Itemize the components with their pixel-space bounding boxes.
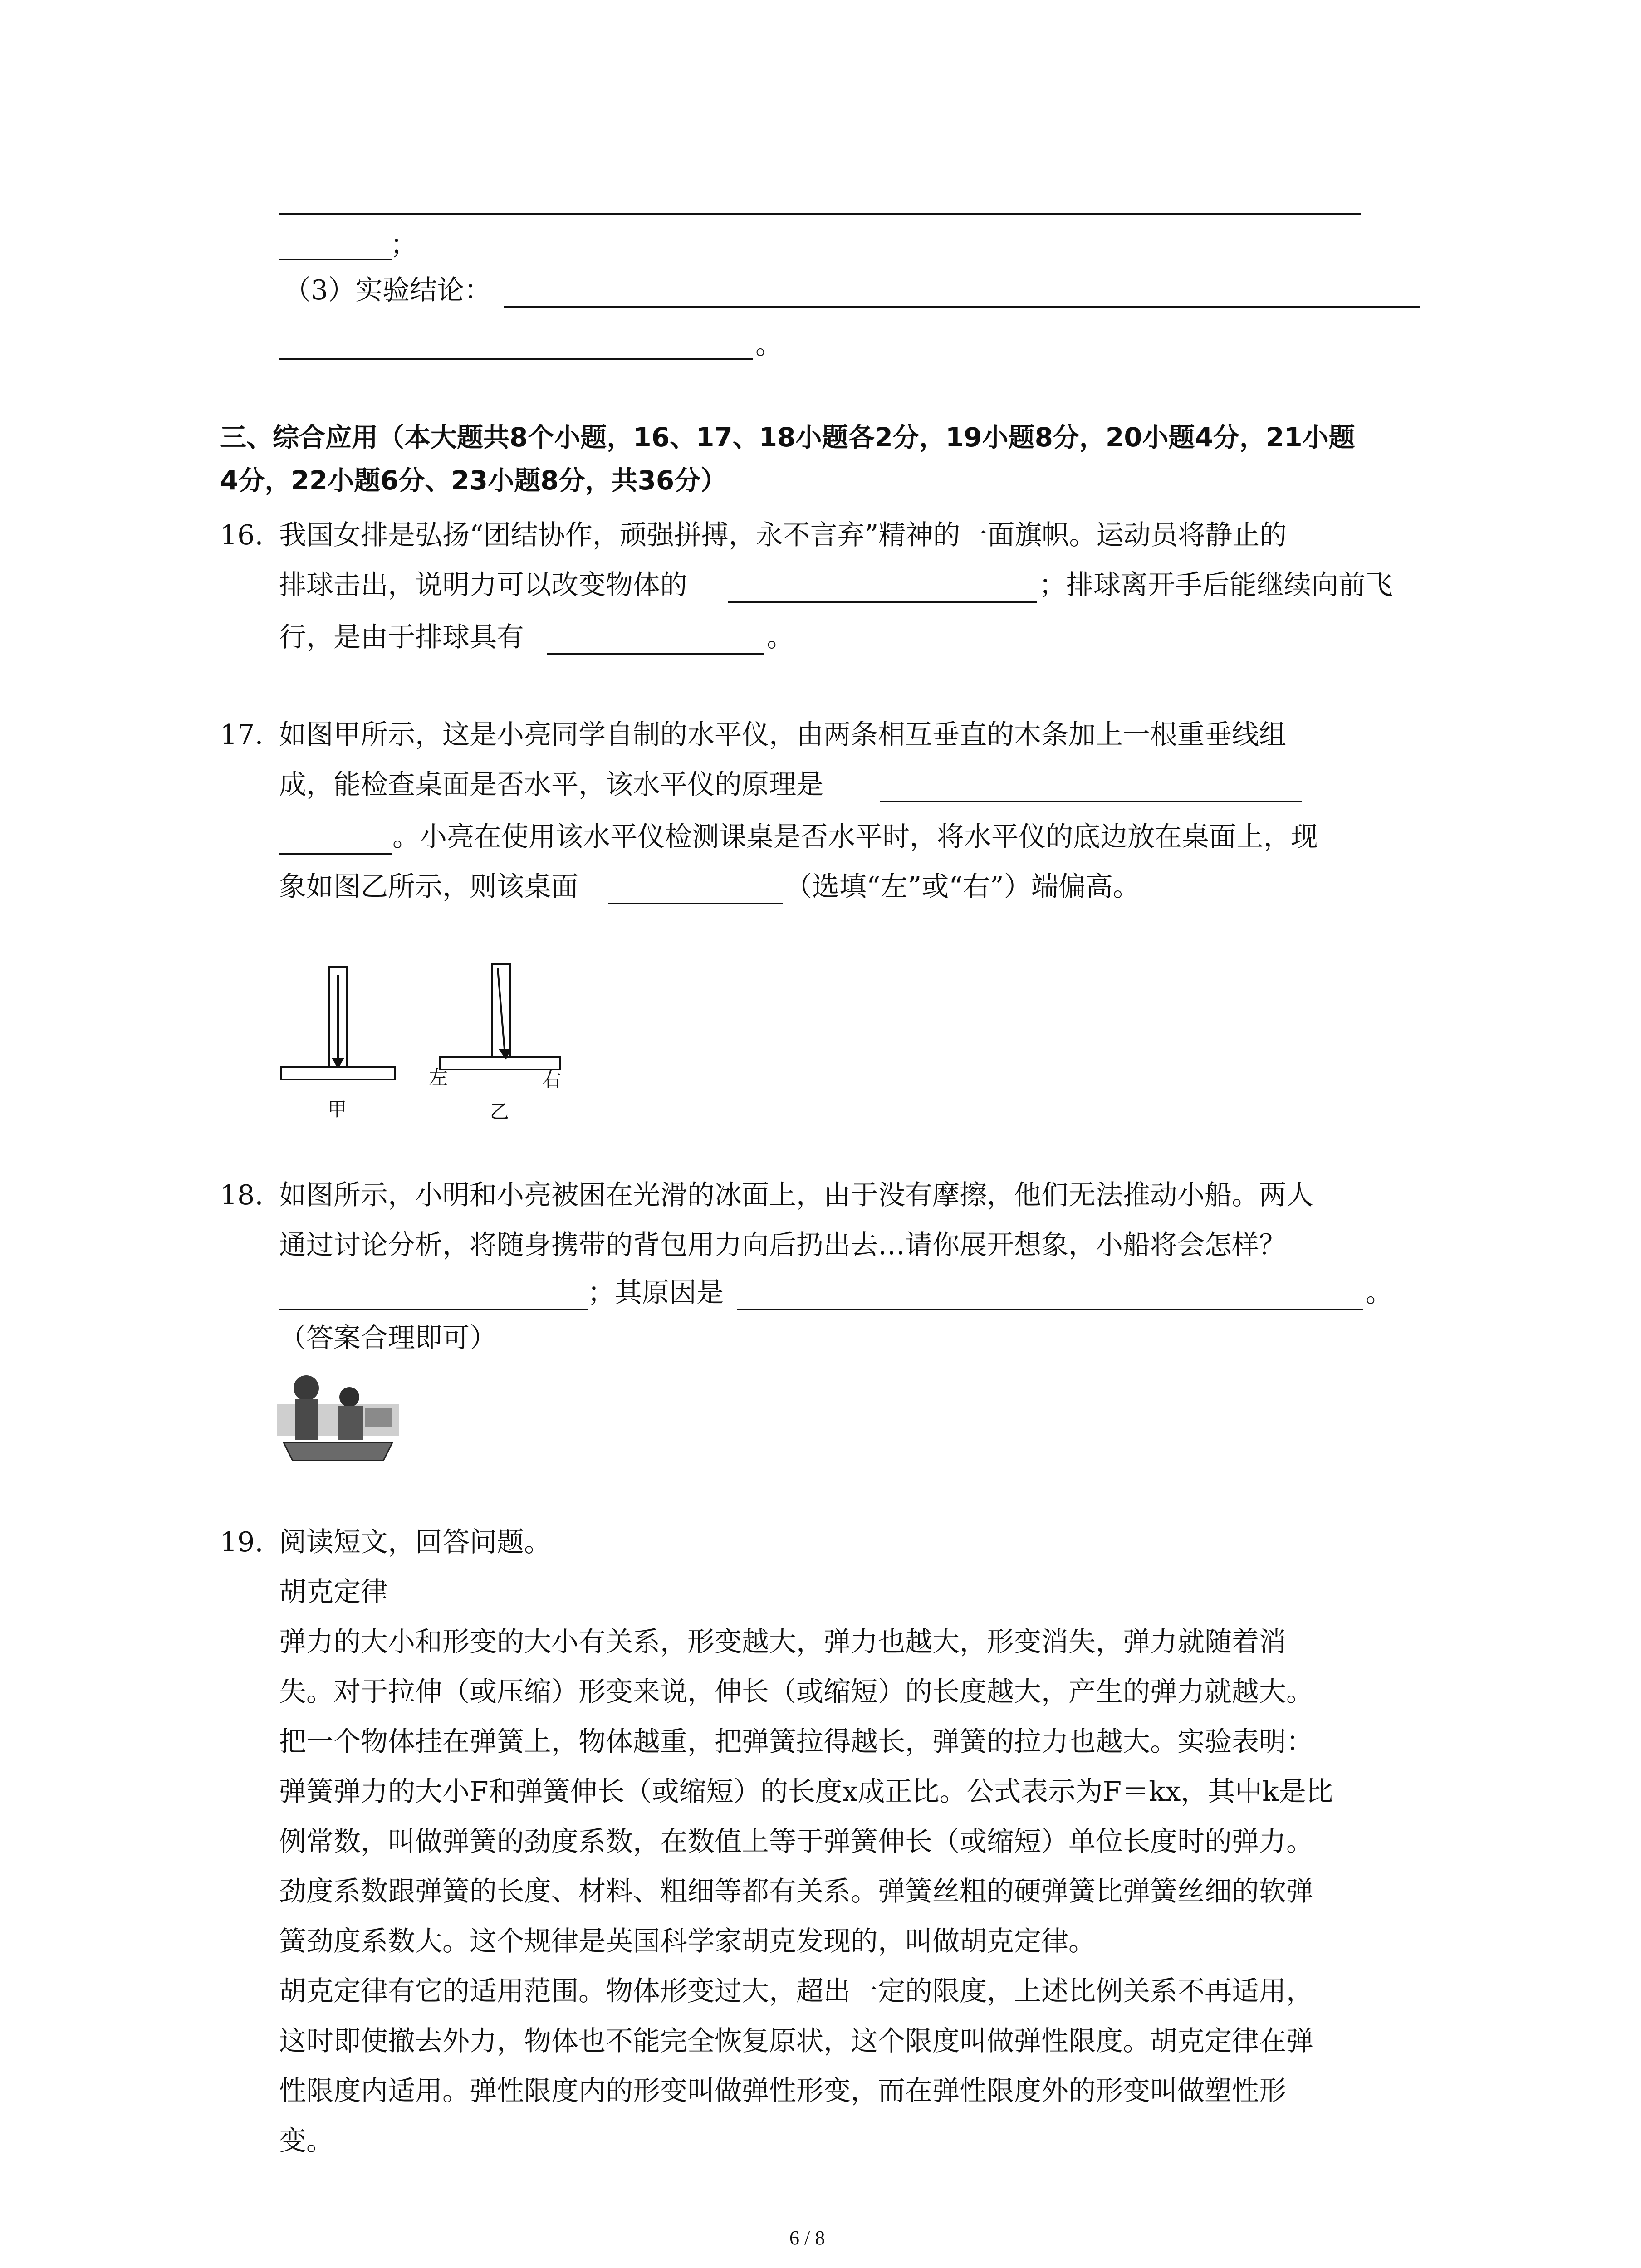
answer-line-top[interactable]	[279, 213, 1361, 215]
q16-blank-2[interactable]	[547, 653, 764, 655]
q17-blank-2[interactable]	[608, 903, 783, 904]
q16-text-2b: ；排球离开手后能继续向前飞	[1039, 569, 1393, 601]
q18-blank-2[interactable]	[737, 1309, 1363, 1310]
q19-number: 19.	[220, 1526, 264, 1558]
q15-3-label: （3）实验结论：	[284, 274, 492, 306]
section-heading-2: 4分，22小题6分、23小题8分，共36分）	[220, 465, 727, 496]
q16-text-1: 我国女排是弘扬“团结协作，顽强拼搏，永不言弃”精神的一面旗帜。运动员将静止的	[279, 519, 1287, 551]
q19-text-1: 阅读短文，回答问题。	[279, 1526, 551, 1558]
page-number: 6 / 8	[789, 2227, 825, 2249]
blank-semicolon: ；	[390, 229, 417, 261]
level-jia	[281, 967, 395, 1080]
q19-passage-line: 弹簧弹力的大小F和弹簧伸长（或缩短）的长度x成正比。公式表示为F＝kx，其中k是比	[279, 1776, 1333, 1808]
q19-passage-line: 这时即使撤去外力，物体也不能完全恢复原状，这个限度叫做弹性限度。胡克定律在弹	[279, 2025, 1313, 2057]
q18-text-1: 如图所示，小明和小亮被困在光滑的冰面上，由于没有摩擦，他们无法推动小船。两人	[279, 1179, 1313, 1211]
answer-line-conclusion[interactable]	[504, 306, 1420, 308]
q17-blank-1b[interactable]	[279, 853, 392, 855]
boat-illustration	[274, 1363, 402, 1470]
q17-text-2a: 成，能检查桌面是否水平，该水平仪的原理是	[279, 769, 823, 801]
fig-label-right: 右	[542, 1069, 562, 1091]
answer-line-conclusion-2[interactable]	[279, 358, 753, 360]
q17-text-4a: 象如图乙所示，则该桌面	[279, 871, 578, 903]
q18-text-3c: 。	[1366, 1277, 1393, 1309]
q15-3-end: 。	[755, 329, 783, 361]
q18-number: 18.	[220, 1179, 264, 1211]
q18-text-2: 通过讨论分析，将随身携带的背包用力向后扔出去…请你展开想象，小船将会怎样？	[279, 1229, 1286, 1261]
q19-passage-line: 劲度系数跟弹簧的长度、材料、粗细等都有关系。弹簧丝粗的硬弹簧比弹簧丝细的软弹	[279, 1876, 1313, 1907]
q16-blank-1[interactable]	[728, 601, 1037, 603]
q17-number: 17.	[220, 719, 264, 751]
section-heading: 三、综合应用（本大题共8个小题，16、17、18小题各2分，19小题8分，20小题4分，21小题	[220, 422, 1355, 453]
q19-passage-line: 例常数，叫做弹簧的劲度系数，在数值上等于弹簧伸长（或缩短）单位长度时的弹力。	[279, 1826, 1313, 1857]
q19-passage-line: 弹力的大小和形变的大小有关系，形变越大，弹力也越大，形变消失，弹力就随着消	[279, 1626, 1286, 1658]
answer-line-short[interactable]	[279, 259, 392, 260]
q17-text-4b: （选填“左”或“右”）端偏高。	[785, 871, 1140, 903]
q16-text-3a: 行，是由于排球具有	[279, 621, 524, 653]
level-yi	[440, 964, 560, 1070]
q16-text-3b: 。	[767, 621, 794, 653]
q18-text-3b: ；其原因是	[588, 1277, 724, 1309]
q19-passage-line: 失。对于拉伸（或压缩）形变来说，伸长（或缩短）的长度越大，产生的弹力就越大。	[279, 1676, 1313, 1708]
q19-passage-title: 胡克定律	[279, 1576, 388, 1608]
q17-text-3b: 。小亮在使用该水平仪检测课桌是否水平时，将水平仪的底边放在桌面上，现	[392, 821, 1318, 853]
fig-label-left: 左	[429, 1066, 448, 1089]
level-figure	[272, 962, 590, 1134]
q19-passage-line: 胡克定律有它的适用范围。物体形变过大，超出一定的限度，上述比例关系不再适用，	[279, 1975, 1313, 2007]
q16-number: 16.	[220, 519, 264, 551]
q17-text-1: 如图甲所示，这是小亮同学自制的水平仪，由两条相互垂直的木条加上一根重垂线组	[279, 719, 1286, 751]
q19-passage-line: 簧劲度系数大。这个规律是英国科学家胡克发现的，叫做胡克定律。	[279, 1926, 1096, 1957]
q18-note: （答案合理即可）	[279, 1322, 497, 1354]
q19-passage-line: 变。	[279, 2125, 333, 2157]
q19-passage-line: 性限度内适用。弹性限度内的形变叫做弹性形变，而在弹性限度外的形变叫做塑性形	[279, 2075, 1286, 2107]
q19-passage-line: 把一个物体挂在弹簧上，物体越重，把弹簧拉得越长，弹簧的拉力也越大。实验表明：	[279, 1726, 1313, 1758]
q18-blank-1[interactable]	[279, 1309, 588, 1310]
q16-text-2a: 排球击出，说明力可以改变物体的	[279, 569, 687, 601]
fig-label-jia: 甲	[328, 1098, 347, 1120]
q17-blank-1[interactable]	[880, 801, 1302, 802]
fig-label-yi: 乙	[490, 1100, 509, 1123]
